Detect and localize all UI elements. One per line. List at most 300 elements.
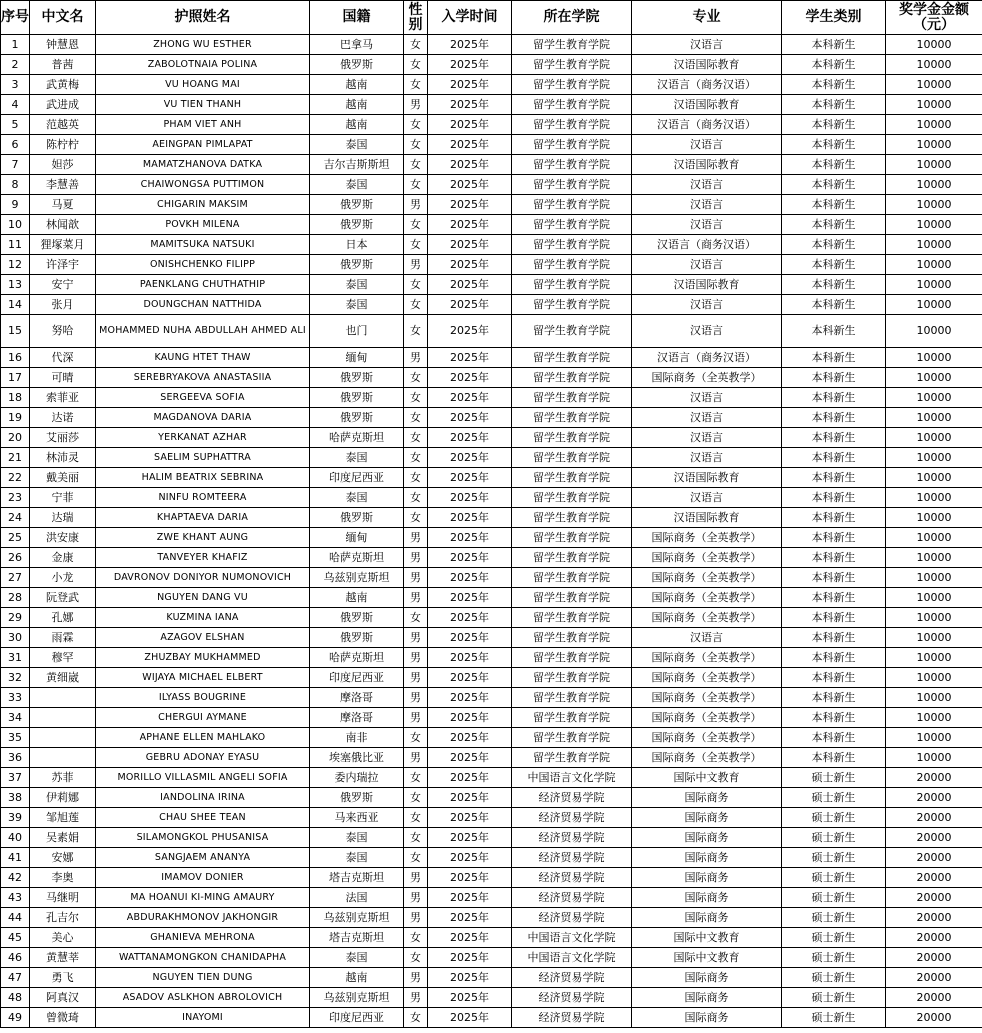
cell-scholarship-amount: 10000 <box>886 368 982 388</box>
cell-gender: 女 <box>404 488 428 508</box>
cell-college: 经济贸易学院 <box>512 968 632 988</box>
table-row <box>1 948 982 968</box>
cell-major: 汉语言 <box>632 135 782 155</box>
cell-student-type: 硕士新生 <box>782 928 886 948</box>
col-header-student-type: 学生类别 <box>782 1 886 35</box>
col-header-major: 专业 <box>632 1 782 35</box>
cell-index: 23 <box>1 488 30 508</box>
cell-nationality: 俄罗斯 <box>310 408 404 428</box>
col-header-chinese-name: 中文名 <box>30 1 96 35</box>
table-row <box>1 608 982 628</box>
cell-scholarship-amount: 10000 <box>886 648 982 668</box>
cell-gender: 女 <box>404 408 428 428</box>
cell-index: 20 <box>1 428 30 448</box>
cell-enroll-time: 2025年 <box>428 55 512 75</box>
table-row <box>1 828 982 848</box>
cell-chinese-name: 安宁 <box>30 275 96 295</box>
cell-chinese-name: 张月 <box>30 295 96 315</box>
table-row <box>1 275 982 295</box>
cell-gender: 女 <box>404 508 428 528</box>
cell-nationality: 俄罗斯 <box>310 628 404 648</box>
cell-nationality: 泰国 <box>310 295 404 315</box>
table-row <box>1 428 982 448</box>
cell-enroll-time: 2025年 <box>428 588 512 608</box>
cell-scholarship-amount: 20000 <box>886 828 982 848</box>
cell-student-type: 本科新生 <box>782 115 886 135</box>
table-row <box>1 788 982 808</box>
cell-enroll-time: 2025年 <box>428 468 512 488</box>
cell-college: 留学生教育学院 <box>512 388 632 408</box>
cell-gender: 男 <box>404 668 428 688</box>
cell-major: 汉语言 <box>632 35 782 55</box>
cell-enroll-time: 2025年 <box>428 688 512 708</box>
cell-scholarship-amount: 20000 <box>886 848 982 868</box>
cell-index: 19 <box>1 408 30 428</box>
cell-scholarship-amount: 10000 <box>886 295 982 315</box>
cell-college: 留学生教育学院 <box>512 215 632 235</box>
cell-chinese-name: 马夏 <box>30 195 96 215</box>
cell-index: 2 <box>1 55 30 75</box>
cell-chinese-name: 武黄梅 <box>30 75 96 95</box>
cell-scholarship-amount: 10000 <box>886 468 982 488</box>
cell-index: 40 <box>1 828 30 848</box>
header-row <box>1 1 982 35</box>
cell-index: 46 <box>1 948 30 968</box>
cell-index: 13 <box>1 275 30 295</box>
cell-chinese-name: 代深 <box>30 348 96 368</box>
cell-chinese-name: 曾微琦 <box>30 1008 96 1028</box>
cell-nationality: 越南 <box>310 95 404 115</box>
cell-gender: 男 <box>404 748 428 768</box>
cell-nationality: 俄罗斯 <box>310 388 404 408</box>
cell-index: 45 <box>1 928 30 948</box>
cell-gender: 女 <box>404 608 428 628</box>
cell-chinese-name: 可晴 <box>30 368 96 388</box>
cell-enroll-time: 2025年 <box>428 508 512 528</box>
cell-student-type: 硕士新生 <box>782 828 886 848</box>
cell-student-type: 本科新生 <box>782 75 886 95</box>
cell-nationality: 泰国 <box>310 275 404 295</box>
cell-scholarship-amount: 10000 <box>886 448 982 468</box>
cell-index: 29 <box>1 608 30 628</box>
cell-gender: 女 <box>404 35 428 55</box>
cell-college: 留学生教育学院 <box>512 448 632 468</box>
cell-chinese-name: 小龙 <box>30 568 96 588</box>
cell-major: 汉语言（商务汉语） <box>632 348 782 368</box>
cell-gender: 女 <box>404 788 428 808</box>
cell-college: 留学生教育学院 <box>512 175 632 195</box>
col-header-index: 序号 <box>1 1 30 35</box>
table-row <box>1 195 982 215</box>
table-row <box>1 368 982 388</box>
cell-major: 国际商务（全英教学） <box>632 548 782 568</box>
cell-nationality: 泰国 <box>310 175 404 195</box>
cell-student-type: 本科新生 <box>782 135 886 155</box>
cell-nationality: 俄罗斯 <box>310 608 404 628</box>
table-body <box>1 35 982 1028</box>
cell-enroll-time: 2025年 <box>428 828 512 848</box>
cell-enroll-time: 2025年 <box>428 988 512 1008</box>
cell-index: 14 <box>1 295 30 315</box>
cell-nationality: 俄罗斯 <box>310 55 404 75</box>
cell-college: 留学生教育学院 <box>512 35 632 55</box>
cell-scholarship-amount: 20000 <box>886 808 982 828</box>
cell-major: 汉语言 <box>632 215 782 235</box>
cell-nationality: 缅甸 <box>310 348 404 368</box>
cell-chinese-name: 林沛灵 <box>30 448 96 468</box>
cell-chinese-name: 妲莎 <box>30 155 96 175</box>
cell-nationality: 乌兹别克斯坦 <box>310 908 404 928</box>
cell-nationality: 俄罗斯 <box>310 788 404 808</box>
cell-passport-name: DAVRONOV DONIYOR NUMONOVICH <box>96 568 310 588</box>
cell-gender: 男 <box>404 348 428 368</box>
cell-nationality: 哈萨克斯坦 <box>310 648 404 668</box>
cell-major: 国际中文教育 <box>632 768 782 788</box>
cell-index: 24 <box>1 508 30 528</box>
cell-passport-name: AZAGOV ELSHAN <box>96 628 310 648</box>
cell-scholarship-amount: 10000 <box>886 608 982 628</box>
table-row <box>1 235 982 255</box>
cell-chinese-name: 孔娜 <box>30 608 96 628</box>
cell-student-type: 本科新生 <box>782 568 886 588</box>
cell-chinese-name: 马继明 <box>30 888 96 908</box>
cell-gender: 女 <box>404 728 428 748</box>
cell-scholarship-amount: 10000 <box>886 588 982 608</box>
cell-passport-name: SAELIM SUPHATTRA <box>96 448 310 468</box>
cell-index: 27 <box>1 568 30 588</box>
cell-chinese-name: 吴素娟 <box>30 828 96 848</box>
cell-major: 汉语言 <box>632 255 782 275</box>
cell-index: 1 <box>1 35 30 55</box>
cell-passport-name: MAMITSUKA NATSUKI <box>96 235 310 255</box>
cell-student-type: 本科新生 <box>782 368 886 388</box>
cell-nationality: 埃塞俄比亚 <box>310 748 404 768</box>
cell-student-type: 本科新生 <box>782 275 886 295</box>
cell-enroll-time: 2025年 <box>428 388 512 408</box>
cell-index: 41 <box>1 848 30 868</box>
cell-index: 48 <box>1 988 30 1008</box>
table-row <box>1 508 982 528</box>
cell-gender: 男 <box>404 888 428 908</box>
cell-gender: 女 <box>404 848 428 868</box>
table-row <box>1 488 982 508</box>
cell-chinese-name: 李奥 <box>30 868 96 888</box>
cell-nationality: 乌兹别克斯坦 <box>310 988 404 1008</box>
cell-college: 经济贸易学院 <box>512 888 632 908</box>
cell-nationality: 也门 <box>310 315 404 348</box>
cell-gender: 男 <box>404 588 428 608</box>
cell-nationality: 俄罗斯 <box>310 508 404 528</box>
cell-nationality: 印度尼西亚 <box>310 668 404 688</box>
cell-chinese-name: 雨霖 <box>30 628 96 648</box>
cell-enroll-time: 2025年 <box>428 548 512 568</box>
cell-major: 汉语言 <box>632 315 782 348</box>
cell-student-type: 本科新生 <box>782 55 886 75</box>
cell-scholarship-amount: 10000 <box>886 35 982 55</box>
cell-major: 国际商务 <box>632 988 782 1008</box>
cell-gender: 男 <box>404 548 428 568</box>
cell-major: 国际商务（全英教学） <box>632 368 782 388</box>
cell-major: 国际中文教育 <box>632 928 782 948</box>
cell-major: 国际商务 <box>632 808 782 828</box>
cell-passport-name: NGUYEN DANG VU <box>96 588 310 608</box>
cell-major: 汉语国际教育 <box>632 468 782 488</box>
table-row <box>1 255 982 275</box>
cell-chinese-name: 范越英 <box>30 115 96 135</box>
cell-student-type: 本科新生 <box>782 215 886 235</box>
cell-chinese-name <box>30 748 96 768</box>
cell-enroll-time: 2025年 <box>428 175 512 195</box>
cell-scholarship-amount: 20000 <box>886 768 982 788</box>
cell-index: 26 <box>1 548 30 568</box>
cell-passport-name: TANVEYER KHAFIZ <box>96 548 310 568</box>
cell-scholarship-amount: 10000 <box>886 255 982 275</box>
cell-passport-name: ONISHCHENKO FILIPP <box>96 255 310 275</box>
cell-student-type: 本科新生 <box>782 488 886 508</box>
cell-chinese-name: 努哈 <box>30 315 96 348</box>
cell-student-type: 本科新生 <box>782 348 886 368</box>
cell-major: 国际商务 <box>632 868 782 888</box>
cell-index: 34 <box>1 708 30 728</box>
col-header-scholarship-amount: 奖学金金额（元） <box>886 1 982 35</box>
cell-gender: 女 <box>404 275 428 295</box>
table-row <box>1 295 982 315</box>
table-row <box>1 928 982 948</box>
cell-major: 汉语言（商务汉语） <box>632 235 782 255</box>
cell-major: 国际商务（全英教学） <box>632 708 782 728</box>
cell-major: 国际商务 <box>632 968 782 988</box>
cell-scholarship-amount: 10000 <box>886 628 982 648</box>
cell-student-type: 硕士新生 <box>782 868 886 888</box>
cell-chinese-name <box>30 728 96 748</box>
cell-index: 33 <box>1 688 30 708</box>
cell-chinese-name: 美心 <box>30 928 96 948</box>
cell-nationality: 摩洛哥 <box>310 708 404 728</box>
cell-college: 留学生教育学院 <box>512 408 632 428</box>
cell-college: 留学生教育学院 <box>512 135 632 155</box>
cell-major: 国际商务（全英教学） <box>632 568 782 588</box>
cell-scholarship-amount: 10000 <box>886 235 982 255</box>
cell-scholarship-amount: 10000 <box>886 708 982 728</box>
table-row <box>1 408 982 428</box>
cell-enroll-time: 2025年 <box>428 888 512 908</box>
cell-student-type: 硕士新生 <box>782 888 886 908</box>
cell-gender: 女 <box>404 428 428 448</box>
cell-passport-name: KUZMINA IANA <box>96 608 310 628</box>
table-row <box>1 468 982 488</box>
cell-enroll-time: 2025年 <box>428 528 512 548</box>
cell-chinese-name: 艾丽莎 <box>30 428 96 448</box>
table-row <box>1 155 982 175</box>
cell-college: 留学生教育学院 <box>512 55 632 75</box>
cell-chinese-name: 苏菲 <box>30 768 96 788</box>
cell-college: 留学生教育学院 <box>512 748 632 768</box>
table-row <box>1 115 982 135</box>
table-row <box>1 768 982 788</box>
cell-enroll-time: 2025年 <box>428 868 512 888</box>
cell-passport-name: SANGJAEM ANANYA <box>96 848 310 868</box>
cell-scholarship-amount: 10000 <box>886 688 982 708</box>
cell-enroll-time: 2025年 <box>428 408 512 428</box>
cell-student-type: 本科新生 <box>782 628 886 648</box>
cell-chinese-name: 狸塚菜月 <box>30 235 96 255</box>
cell-major: 汉语国际教育 <box>632 55 782 75</box>
cell-enroll-time: 2025年 <box>428 728 512 748</box>
cell-scholarship-amount: 10000 <box>886 508 982 528</box>
cell-passport-name: WATTANAMONGKON CHANIDAPHA <box>96 948 310 968</box>
cell-index: 7 <box>1 155 30 175</box>
cell-enroll-time: 2025年 <box>428 195 512 215</box>
table-row <box>1 388 982 408</box>
cell-scholarship-amount: 10000 <box>886 428 982 448</box>
cell-major: 国际商务 <box>632 848 782 868</box>
cell-college: 留学生教育学院 <box>512 508 632 528</box>
cell-student-type: 本科新生 <box>782 255 886 275</box>
cell-scholarship-amount: 10000 <box>886 568 982 588</box>
cell-enroll-time: 2025年 <box>428 848 512 868</box>
cell-student-type: 硕士新生 <box>782 968 886 988</box>
cell-passport-name: ASADOV ASLKHON ABROLOVICH <box>96 988 310 1008</box>
cell-college: 留学生教育学院 <box>512 608 632 628</box>
cell-passport-name: WIJAYA MICHAEL ELBERT <box>96 668 310 688</box>
cell-college: 留学生教育学院 <box>512 155 632 175</box>
cell-passport-name: VU HOANG MAI <box>96 75 310 95</box>
cell-nationality: 吉尔吉斯斯坦 <box>310 155 404 175</box>
cell-scholarship-amount: 10000 <box>886 528 982 548</box>
cell-gender: 男 <box>404 255 428 275</box>
cell-major: 国际中文教育 <box>632 948 782 968</box>
cell-nationality: 南非 <box>310 728 404 748</box>
cell-passport-name: GHANIEVA MEHRONA <box>96 928 310 948</box>
cell-enroll-time: 2025年 <box>428 1008 512 1028</box>
table-row <box>1 648 982 668</box>
cell-student-type: 本科新生 <box>782 428 886 448</box>
cell-nationality: 泰国 <box>310 948 404 968</box>
cell-scholarship-amount: 20000 <box>886 868 982 888</box>
cell-passport-name: PAENKLANG CHUTHATHIP <box>96 275 310 295</box>
cell-student-type: 本科新生 <box>782 408 886 428</box>
cell-student-type: 本科新生 <box>782 528 886 548</box>
cell-college: 中国语言文化学院 <box>512 948 632 968</box>
cell-chinese-name: 金康 <box>30 548 96 568</box>
cell-scholarship-amount: 10000 <box>886 95 982 115</box>
cell-college: 经济贸易学院 <box>512 848 632 868</box>
cell-passport-name: AEINGPAN PIMLAPAT <box>96 135 310 155</box>
cell-major: 国际商务（全英教学） <box>632 688 782 708</box>
cell-college: 留学生教育学院 <box>512 708 632 728</box>
cell-gender: 男 <box>404 95 428 115</box>
cell-index: 16 <box>1 348 30 368</box>
cell-passport-name: MAGDANOVA DARIA <box>96 408 310 428</box>
table-row <box>1 528 982 548</box>
cell-gender: 女 <box>404 368 428 388</box>
cell-index: 43 <box>1 888 30 908</box>
cell-chinese-name: 达诺 <box>30 408 96 428</box>
col-header-nationality: 国籍 <box>310 1 404 35</box>
cell-passport-name: VU TIEN THANH <box>96 95 310 115</box>
cell-index: 17 <box>1 368 30 388</box>
cell-index: 32 <box>1 668 30 688</box>
cell-scholarship-amount: 10000 <box>886 55 982 75</box>
cell-college: 留学生教育学院 <box>512 488 632 508</box>
cell-passport-name: ILYASS BOUGRINE <box>96 688 310 708</box>
table-row <box>1 628 982 648</box>
cell-scholarship-amount: 10000 <box>886 135 982 155</box>
cell-index: 30 <box>1 628 30 648</box>
table-row <box>1 748 982 768</box>
cell-college: 经济贸易学院 <box>512 988 632 1008</box>
cell-index: 36 <box>1 748 30 768</box>
cell-chinese-name: 阮登武 <box>30 588 96 608</box>
cell-major: 汉语言 <box>632 175 782 195</box>
cell-gender: 男 <box>404 708 428 728</box>
cell-passport-name: IANDOLINA IRINA <box>96 788 310 808</box>
cell-scholarship-amount: 10000 <box>886 348 982 368</box>
cell-nationality: 乌兹别克斯坦 <box>310 568 404 588</box>
cell-enroll-time: 2025年 <box>428 748 512 768</box>
cell-gender: 男 <box>404 568 428 588</box>
table-row <box>1 668 982 688</box>
col-header-enroll-time: 入学时间 <box>428 1 512 35</box>
cell-chinese-name: 黄慧莘 <box>30 948 96 968</box>
cell-student-type: 硕士新生 <box>782 988 886 1008</box>
cell-index: 49 <box>1 1008 30 1028</box>
cell-major: 国际商务（全英教学） <box>632 608 782 628</box>
cell-gender: 男 <box>404 195 428 215</box>
cell-scholarship-amount: 10000 <box>886 748 982 768</box>
cell-chinese-name: 孔吉尔 <box>30 908 96 928</box>
cell-passport-name: ZABOLOTNAIA POLINA <box>96 55 310 75</box>
cell-chinese-name: 林闻歆 <box>30 215 96 235</box>
cell-index: 38 <box>1 788 30 808</box>
cell-college: 留学生教育学院 <box>512 628 632 648</box>
cell-major: 汉语言（商务汉语） <box>632 75 782 95</box>
cell-passport-name: DOUNGCHAN NATTHIDA <box>96 295 310 315</box>
cell-index: 35 <box>1 728 30 748</box>
table-row <box>1 908 982 928</box>
cell-college: 留学生教育学院 <box>512 275 632 295</box>
cell-gender: 女 <box>404 808 428 828</box>
cell-scholarship-amount: 10000 <box>886 155 982 175</box>
cell-enroll-time: 2025年 <box>428 275 512 295</box>
cell-major: 汉语言（商务汉语） <box>632 115 782 135</box>
table-row <box>1 95 982 115</box>
cell-nationality: 法国 <box>310 888 404 908</box>
cell-major: 汉语国际教育 <box>632 508 782 528</box>
cell-index: 10 <box>1 215 30 235</box>
cell-student-type: 硕士新生 <box>782 848 886 868</box>
cell-chinese-name <box>30 708 96 728</box>
cell-gender: 女 <box>404 768 428 788</box>
cell-student-type: 本科新生 <box>782 668 886 688</box>
cell-student-type: 硕士新生 <box>782 908 886 928</box>
cell-college: 留学生教育学院 <box>512 315 632 348</box>
cell-student-type: 本科新生 <box>782 295 886 315</box>
cell-passport-name: YERKANAT AZHAR <box>96 428 310 448</box>
cell-index: 28 <box>1 588 30 608</box>
cell-passport-name: IMAMOV DONIER <box>96 868 310 888</box>
cell-gender: 男 <box>404 868 428 888</box>
cell-college: 中国语言文化学院 <box>512 928 632 948</box>
cell-nationality: 委内瑞拉 <box>310 768 404 788</box>
table-row <box>1 35 982 55</box>
table-row <box>1 75 982 95</box>
cell-enroll-time: 2025年 <box>428 215 512 235</box>
cell-major: 汉语言 <box>632 488 782 508</box>
cell-student-type: 本科新生 <box>782 688 886 708</box>
cell-student-type: 本科新生 <box>782 448 886 468</box>
cell-nationality: 俄罗斯 <box>310 215 404 235</box>
